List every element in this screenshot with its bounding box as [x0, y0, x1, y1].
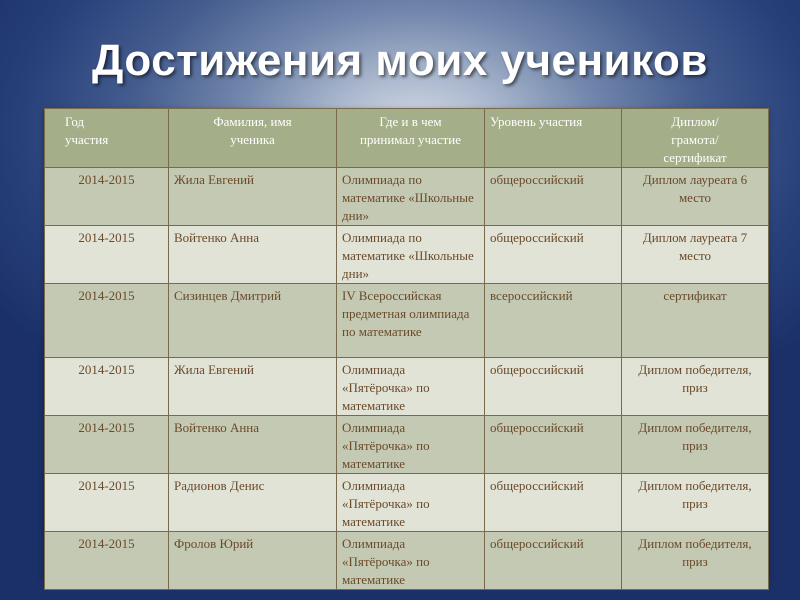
table-row: [45, 358, 769, 416]
cell-level: всероссийский: [485, 284, 622, 358]
cell-event: Олимпиада «Пятёрочка» по математике: [337, 532, 485, 590]
cell-year: 2014-2015: [45, 284, 169, 358]
cell-event: Олимпиада «Пятёрочка» по математике: [337, 474, 485, 532]
cell-year: 2014-2015: [45, 416, 169, 474]
table-row: [45, 226, 769, 284]
cell-level: общероссийский: [485, 474, 622, 532]
page-title: Достижения моих учеников: [92, 36, 708, 85]
cell-level: общероссийский: [485, 168, 622, 226]
cell-student: Войтенко Анна: [169, 226, 337, 284]
cell-event: Олимпиада по математике «Школьные дни»: [337, 226, 485, 284]
cell-award: Диплом лауреата 7 место: [622, 226, 769, 284]
table-row: [45, 416, 769, 474]
cell-award: Диплом победителя, приз: [622, 358, 769, 416]
achievements-table: [44, 108, 769, 590]
cell-award: Диплом победителя, приз: [622, 416, 769, 474]
table-row: [45, 474, 769, 532]
cell-student: Радионов Денис: [169, 474, 337, 532]
cell-year: 2014-2015: [45, 358, 169, 416]
achievements-table-container: [44, 108, 768, 587]
table-row: [45, 168, 769, 226]
cell-student: Сизинцев Дмитрий: [169, 284, 337, 358]
cell-event: Олимпиада «Пятёрочка» по математике: [337, 358, 485, 416]
cell-award: Диплом лауреата 6 место: [622, 168, 769, 226]
header-student-name: Фамилия, имя ученика: [169, 109, 337, 168]
cell-event: Олимпиада по математике «Школьные дни»: [337, 168, 485, 226]
cell-student: Войтенко Анна: [169, 416, 337, 474]
cell-year: 2014-2015: [45, 226, 169, 284]
cell-student: Жила Евгений: [169, 358, 337, 416]
cell-event: IV Всероссийская предметная олимпиада по математике: [337, 284, 485, 358]
cell-student: Жила Евгений: [169, 168, 337, 226]
header-level: Уровень участия: [485, 109, 622, 168]
cell-award: Диплом победителя, приз: [622, 532, 769, 590]
cell-student: Фролов Юрий: [169, 532, 337, 590]
cell-award: Диплом победителя, приз: [622, 474, 769, 532]
cell-year: 2014-2015: [45, 168, 169, 226]
header-event: Где и в чем принимал участие: [337, 109, 485, 168]
cell-year: 2014-2015: [45, 532, 169, 590]
header-award: Диплом/ грамота/ сертификат: [622, 109, 769, 168]
cell-level: общероссийский: [485, 226, 622, 284]
table-row: [45, 284, 769, 358]
header-year: Год участия: [45, 109, 169, 168]
table-row: [45, 532, 769, 590]
cell-year: 2014-2015: [45, 474, 169, 532]
table-header-row: [45, 109, 769, 168]
cell-level: общероссийский: [485, 358, 622, 416]
cell-award: сертификат: [622, 284, 769, 358]
cell-level: общероссийский: [485, 416, 622, 474]
cell-level: общероссийский: [485, 532, 622, 590]
cell-event: Олимпиада «Пятёрочка» по математике: [337, 416, 485, 474]
